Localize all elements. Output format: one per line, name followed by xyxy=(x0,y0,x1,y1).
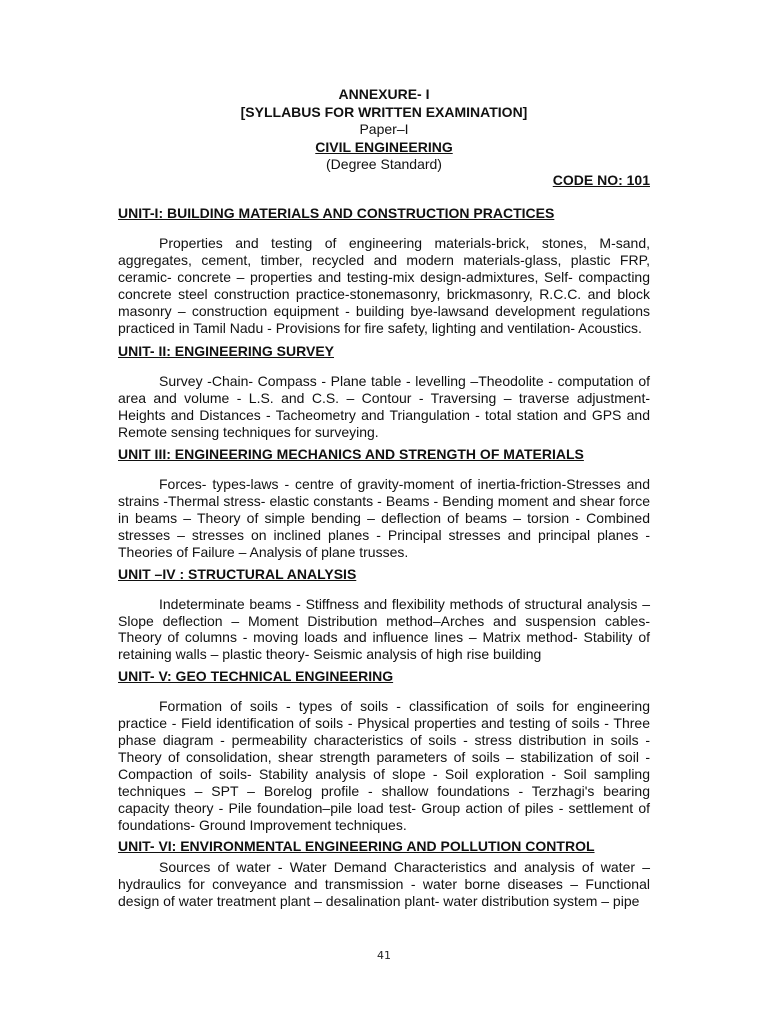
unit-section xyxy=(118,838,650,910)
paper-label: Paper–I xyxy=(359,121,409,137)
unit-text: Properties and testing of engineering materials-brick, stones, M-sand, aggregates, cement, timber, recycled and modern materials-glass, plastic FRP, ceramic- concrete – properties and testing-mix design-admixtures, Self- compacting concrete steel construction practice-stonemasonry, brickmasonry, R.C.C. and block masonry – construction equipment - building bye-lawsand development regulations practiced in Tamil Nadu - Provisions for fire safety, lighting and ventilation- Acoustics. xyxy=(118,235,650,336)
unit-text: Forces- types-laws - centre of gravity-moment of inertia-friction-Stresses and strains -Thermal stress- elastic constants - Beams - Bending moment and shear force in beams – Theory of simple bending – deflection of beams – torsion - Combined stresses – stresses on inclined planes - Principal stresses and principal planes - Theories of Failure – Analysis of plane trusses. xyxy=(118,476,650,560)
unit-section xyxy=(118,205,650,336)
unit-section xyxy=(118,566,650,664)
unit-text: Survey -Chain- Compass - Plane table - levelling –Theodolite - computation of area and volume - L.S. and C.S. – Contour - Traversing – traverse adjustment- Heights and Distances - Tacheometry and Triangulation - total station and GPS and Remote sensing techniques for surveying. xyxy=(118,373,650,441)
degree-standard: (Degree Standard) xyxy=(326,156,442,172)
syllabus-heading: [SYLLABUS FOR WRITTEN EXAMINATION] xyxy=(240,103,528,120)
unit-title: UNIT –IV : STRUCTURAL ANALYSIS xyxy=(118,565,357,582)
unit-text: Indeterminate beams - Stiffness and flexibility methods of structural analysis – Slope deflection – Moment Distribution method–Arches and suspension cables- Theory of columns - moving loads and influence lines – Matrix method- Stability of retaining walls – plastic theory- Seismic analysis of high rise building xyxy=(118,595,650,663)
unit-title: UNIT-I: BUILDING MATERIALS AND CONSTRUCTION PRACTICES xyxy=(118,205,555,221)
unit-text: Formation of soils - types of soils - classification of soils for engineering practice - Field identification of soils - Physical properties and testing of soils - Three phase diagram - permeability characteristics of soils - stress distribution in soils - Theory of consolidation, shear strength parameters of soils – stabilization of soil - Compaction of soils- Stability analysis of slope - Soil exploration - Soil sampling techniques – SPT – Borelog profile - shallow foundations - Terzhagi's bearing capacity theory - Pile foundation–pile load test- Group action of piles - settlement of foundations- Ground Improvement techniques. xyxy=(118,698,650,833)
unit-section xyxy=(118,343,650,441)
subject-title: CIVIL ENGINEERING xyxy=(315,138,453,155)
unit-title: UNIT- II: ENGINEERING SURVEY xyxy=(118,343,334,360)
unit-title: UNIT III: ENGINEERING MECHANICS AND STRENGTH OF MATERIALS xyxy=(118,446,584,463)
unit-section xyxy=(118,668,650,833)
unit-title: UNIT- V: GEO TECHNICAL ENGINEERING xyxy=(118,668,394,685)
annexure-heading: ANNEXURE- I xyxy=(338,86,430,102)
unit-text: Sources of water - Water Demand Characteristics and analysis of water – hydraulics for conveyance and transmission - water borne diseases – Functional design of water treatment plant – desalination plant- water distribution system – pipe xyxy=(118,859,650,910)
document-header xyxy=(118,86,650,174)
unit-title: UNIT- VI: ENVIRONMENTAL ENGINEERING AND POLLUTION CONTROL xyxy=(118,838,595,855)
page-number: 41 xyxy=(377,949,391,962)
syllabus-content xyxy=(118,205,650,910)
code-number: CODE NO: 101 xyxy=(552,172,650,188)
unit-section xyxy=(118,446,650,561)
